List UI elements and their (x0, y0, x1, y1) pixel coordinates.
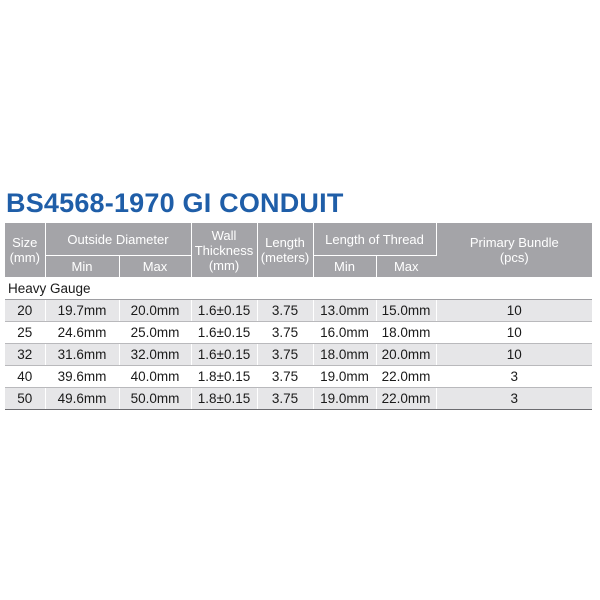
cell-wall: 1.6±0.15 (191, 300, 257, 322)
cell-thread-min: 19.0mm (313, 366, 376, 388)
cell-bundle: 10 (436, 300, 592, 322)
header-od-min: Min (45, 256, 119, 278)
cell-thread-max: 22.0mm (376, 388, 436, 410)
header-size-label: Size (12, 235, 38, 250)
header-thread-max: Max (376, 256, 436, 278)
cell-od-min: 39.6mm (45, 366, 119, 388)
cell-thread-min: 16.0mm (313, 322, 376, 344)
header-wall-label: Wall (211, 227, 237, 243)
cell-bundle: 10 (436, 344, 592, 366)
header-bundle-label: Primary Bundle (469, 235, 559, 250)
cell-od-max: 50.0mm (119, 388, 191, 410)
header-thread-min: Min (313, 256, 376, 278)
cell-thread-min: 13.0mm (313, 300, 376, 322)
header-length (257, 223, 313, 277)
header-primary-bundle (436, 223, 592, 277)
cell-size: 32 (5, 344, 45, 366)
cell-od-max: 20.0mm (119, 300, 191, 322)
group-label: Heavy Gauge (5, 277, 592, 300)
cell-od-max: 25.0mm (119, 322, 191, 344)
cell-wall: 1.6±0.15 (191, 344, 257, 366)
cell-od-min: 19.7mm (45, 300, 119, 322)
header-size (5, 223, 45, 277)
cell-length: 3.75 (257, 366, 313, 388)
header-length-unit: (meters) (260, 250, 310, 265)
header-outside-diameter: Outside Diameter (45, 223, 191, 256)
cell-thread-min: 19.0mm (313, 388, 376, 410)
cell-od-min: 24.6mm (45, 322, 119, 344)
cell-od-min: 49.6mm (45, 388, 119, 410)
cell-wall: 1.8±0.15 (191, 388, 257, 410)
conduit-spec-table (5, 223, 592, 410)
header-length-of-thread: Length of Thread (313, 223, 436, 256)
header-thickness-label: Thickness (194, 242, 254, 258)
table-row (5, 344, 592, 366)
cell-size: 50 (5, 388, 45, 410)
table-row (5, 300, 592, 322)
header-length-label: Length (265, 235, 305, 250)
cell-length: 3.75 (257, 388, 313, 410)
cell-size: 25 (5, 322, 45, 344)
cell-thread-max: 15.0mm (376, 300, 436, 322)
cell-length: 3.75 (257, 300, 313, 322)
cell-od-min: 31.6mm (45, 344, 119, 366)
table-title: BS4568-1970 GI CONDUIT (6, 188, 344, 218)
table-row (5, 388, 592, 410)
table-header (5, 223, 592, 277)
cell-thread-max: 18.0mm (376, 322, 436, 344)
table-row (5, 322, 592, 344)
cell-od-max: 40.0mm (119, 366, 191, 388)
cell-size: 40 (5, 366, 45, 388)
header-wall-thickness (191, 223, 257, 277)
cell-size: 20 (5, 300, 45, 322)
cell-length: 3.75 (257, 322, 313, 344)
cell-length: 3.75 (257, 344, 313, 366)
table-body (5, 277, 592, 410)
cell-wall: 1.8±0.15 (191, 366, 257, 388)
cell-thread-max: 22.0mm (376, 366, 436, 388)
cell-bundle: 3 (436, 388, 592, 410)
header-bundle-unit: (pcs) (499, 250, 529, 265)
cell-bundle: 3 (436, 366, 592, 388)
header-size-unit: (mm) (9, 250, 40, 265)
table-row (5, 366, 592, 388)
cell-bundle: 10 (436, 322, 592, 344)
group-row (5, 277, 592, 300)
cell-od-max: 32.0mm (119, 344, 191, 366)
header-od-max: Max (119, 256, 191, 278)
cell-thread-max: 20.0mm (376, 344, 436, 366)
cell-thread-min: 18.0mm (313, 344, 376, 366)
cell-wall: 1.6±0.15 (191, 322, 257, 344)
header-wall-unit: (mm) (208, 257, 240, 273)
